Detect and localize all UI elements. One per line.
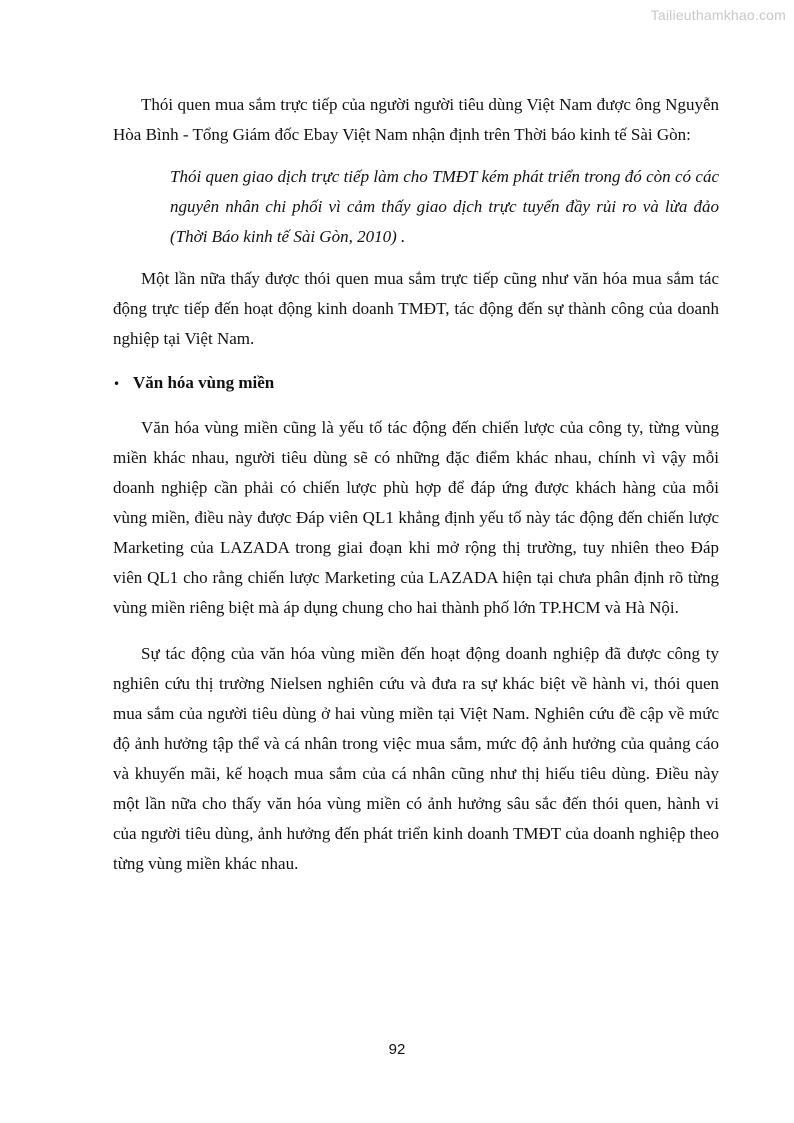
- bullet-icon: •: [113, 377, 121, 391]
- section-heading-text: Văn hóa vùng miền: [133, 373, 275, 392]
- watermark: Tailieuthamkhao.com: [650, 7, 786, 23]
- page-number: 92: [388, 1041, 406, 1058]
- paragraph-regional-culture: Văn hóa vùng miền cũng là yếu tố tác động đến chiến lược của công ty, từng vùng miền khác nhau, người tiêu dùng sẽ có những đặc điểm khác nhau, chính vì vậy mỗi doanh nghiệp cần phải có chiến lược phù hợp để đáp ứng được khách hàng của mỗi vùng miền, điều này được Đáp viên QL1 khẳng định yếu tố này tác động đến chiến lược Marketing của LAZADA trong giai đoạn khi mở rộng thị trường, tuy nhiên theo Đáp viên QL1 cho rằng chiến lược Marketing của LAZADA hiện tại chưa phân định rõ từng vùng miền riêng biệt mà áp dụng chung cho hai thành phố lớn TP.HCM và Hà Nội.: [113, 418, 719, 617]
- document-body: [113, 90, 719, 879]
- paragraph-consumer-habits: Thói quen mua sắm trực tiếp của người người tiêu dùng Việt Nam được ông Nguyễn Hòa Bình - Tổng Giám đốc Ebay Việt Nam nhận định trên Thời báo kinh tế Sài Gòn:: [113, 95, 719, 144]
- block-quote: Thói quen giao dịch trực tiếp làm cho TMĐT kém phát triển trong đó còn có các nguyên nhân chi phối vì cảm thấy giao dịch trực tuyến đầy rủi ro và lừa đảo (Thời Báo kinh tế Sài Gòn, 2010) .: [170, 167, 719, 246]
- paragraph-nielsen-research: Sự tác động của văn hóa vùng miền đến hoạt động doanh nghiệp đã được công ty nghiên cứu thị trường Nielsen nghiên cứu và đưa ra sự khác biệt về hành vi, thói quen mua sắm của người tiêu dùng ở hai vùng miền tại Việt Nam. Nghiên cứu đề cập về mức độ ảnh hưởng tập thể và cá nhân trong việc mua sắm, mức độ ảnh hưởng của quảng cáo và khuyến mãi, kế hoạch mua sắm của cá nhân cũng như thị hiếu tiêu dùng. Điều này một lần nữa cho thấy văn hóa vùng miền có ảnh hưởng sâu sắc đến thói quen, hành vi của người tiêu dùng, ảnh hưởng đến phát triển kinh doanh TMĐT của doanh nghiệp theo từng vùng miền khác nhau.: [113, 644, 719, 873]
- section-heading: [113, 368, 719, 399]
- paragraph-shopping-culture: Một lần nữa thấy được thói quen mua sắm trực tiếp cũng như văn hóa mua sắm tác động trực tiếp đến hoạt động kinh doanh TMĐT, tác động đến sự thành công của doanh nghiệp tại Việt Nam.: [113, 269, 719, 348]
